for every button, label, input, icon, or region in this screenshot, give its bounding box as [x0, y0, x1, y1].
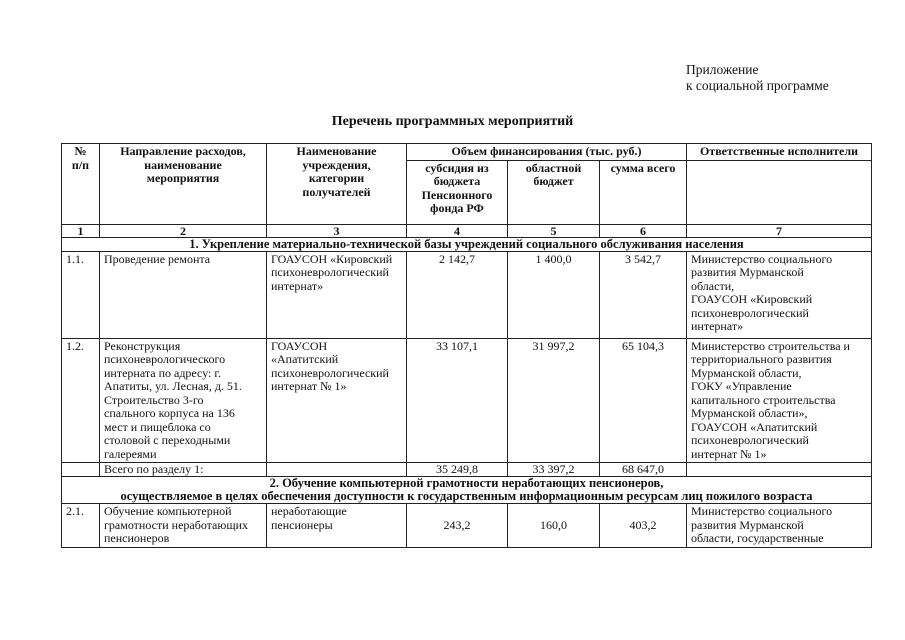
header-responsible: Ответственные исполнители — [687, 144, 872, 161]
row-regional: 31 997,2 — [508, 338, 600, 463]
row-direction: Проведение ремонта — [100, 251, 267, 338]
header-responsible-blank — [687, 160, 872, 224]
appendix-line-2: к социальной программе — [686, 78, 829, 93]
row-subsidy: 2 142,7 — [407, 251, 508, 338]
column-number: 2 — [100, 224, 267, 237]
row-total: 65 104,3 — [600, 338, 687, 463]
row-total: 403,2 — [600, 504, 687, 548]
column-number: 6 — [600, 224, 687, 237]
row-number: 1.1. — [62, 251, 100, 338]
column-number: 4 — [407, 224, 508, 237]
column-number: 1 — [62, 224, 100, 237]
total-institution-blank — [267, 463, 407, 477]
row-direction: Обучение компьютерной грамотности неработающих пенсионеров — [100, 504, 267, 548]
row-regional: 160,0 — [508, 504, 600, 548]
column-number: 7 — [687, 224, 872, 237]
table-row — [62, 338, 872, 463]
row-subsidy: 243,2 — [407, 504, 508, 548]
column-numbers-row — [62, 224, 872, 237]
total-sum: 68 647,0 — [600, 463, 687, 477]
row-direction: Реконструкция психоневрологического интерната по адресу: г. Апатиты, ул. Лесная, д. 51. Строительство 3-го спального корпуса на 136 мест и пищеблока со столовой с переходными галереями — [100, 338, 267, 463]
row-number: 1.2. — [62, 338, 100, 463]
row-total: 3 542,7 — [600, 251, 687, 338]
program-table — [61, 143, 872, 548]
total-responsible-blank — [687, 463, 872, 477]
total-label: Всего по разделу 1: — [100, 463, 267, 477]
section-1-total-row — [62, 463, 872, 477]
section-2-title — [62, 477, 872, 504]
table-row — [62, 251, 872, 338]
row-responsible: Министерство социального развития Мурманской области, государственные — [687, 504, 872, 548]
row-institution: ГОАУСОН «Апатитский психоневрологический интернат № 1» — [267, 338, 407, 463]
header-direction: Направление расходов, наименование мероприятия — [100, 144, 267, 225]
header-row — [62, 144, 872, 161]
section-2-title-line-2: осуществляемое в целях обеспечения доступности к государственным информационным ресурсам лиц пожилого возраста — [120, 489, 813, 503]
column-number: 3 — [267, 224, 407, 237]
row-responsible: Министерство строительства и территориального развития Мурманской области, ГОКУ «Управление капитального строительства Мурманской области», ГОАУСОН «Апатитский психоневрологический интернат № 1» — [687, 338, 872, 463]
row-number: 2.1. — [62, 504, 100, 548]
row-subsidy: 33 107,1 — [407, 338, 508, 463]
total-subsidy: 35 249,8 — [407, 463, 508, 477]
header-number: № п/п — [62, 144, 100, 225]
header-financing: Объем финансирования (тыс. руб.) — [407, 144, 687, 161]
document-title: Перечень программных мероприятий — [331, 114, 574, 129]
appendix-caption — [686, 62, 829, 94]
row-institution: неработающие пенсионеры — [267, 504, 407, 548]
header-total: сумма всего — [600, 160, 687, 224]
appendix-line-1: Приложение — [686, 62, 759, 77]
column-number: 5 — [508, 224, 600, 237]
section-1-row — [62, 237, 872, 251]
row-regional: 1 400,0 — [508, 251, 600, 338]
table-row — [62, 504, 872, 548]
header-institution: Наименование учреждения, категории получателей — [267, 144, 407, 225]
section-2-row — [62, 477, 872, 504]
total-regional: 33 397,2 — [508, 463, 600, 477]
header-subsidy: субсидия из бюджета Пенсионного фонда РФ — [407, 160, 508, 224]
row-responsible: Министерство социального развития Мурманской области, ГОАУСОН «Кировский психоневрологический интернат» — [687, 251, 872, 338]
section-1-title: 1. Укрепление материально-технической базы учреждений социального обслуживания населения — [62, 237, 872, 251]
section-2-title-line-1: 2. Обучение компьютерной грамотности неработающих пенсионеров, — [269, 476, 664, 490]
header-regional: областной бюджет — [508, 160, 600, 224]
row-institution: ГОАУСОН «Кировский психоневрологический интернат» — [267, 251, 407, 338]
total-number-blank — [62, 463, 100, 477]
